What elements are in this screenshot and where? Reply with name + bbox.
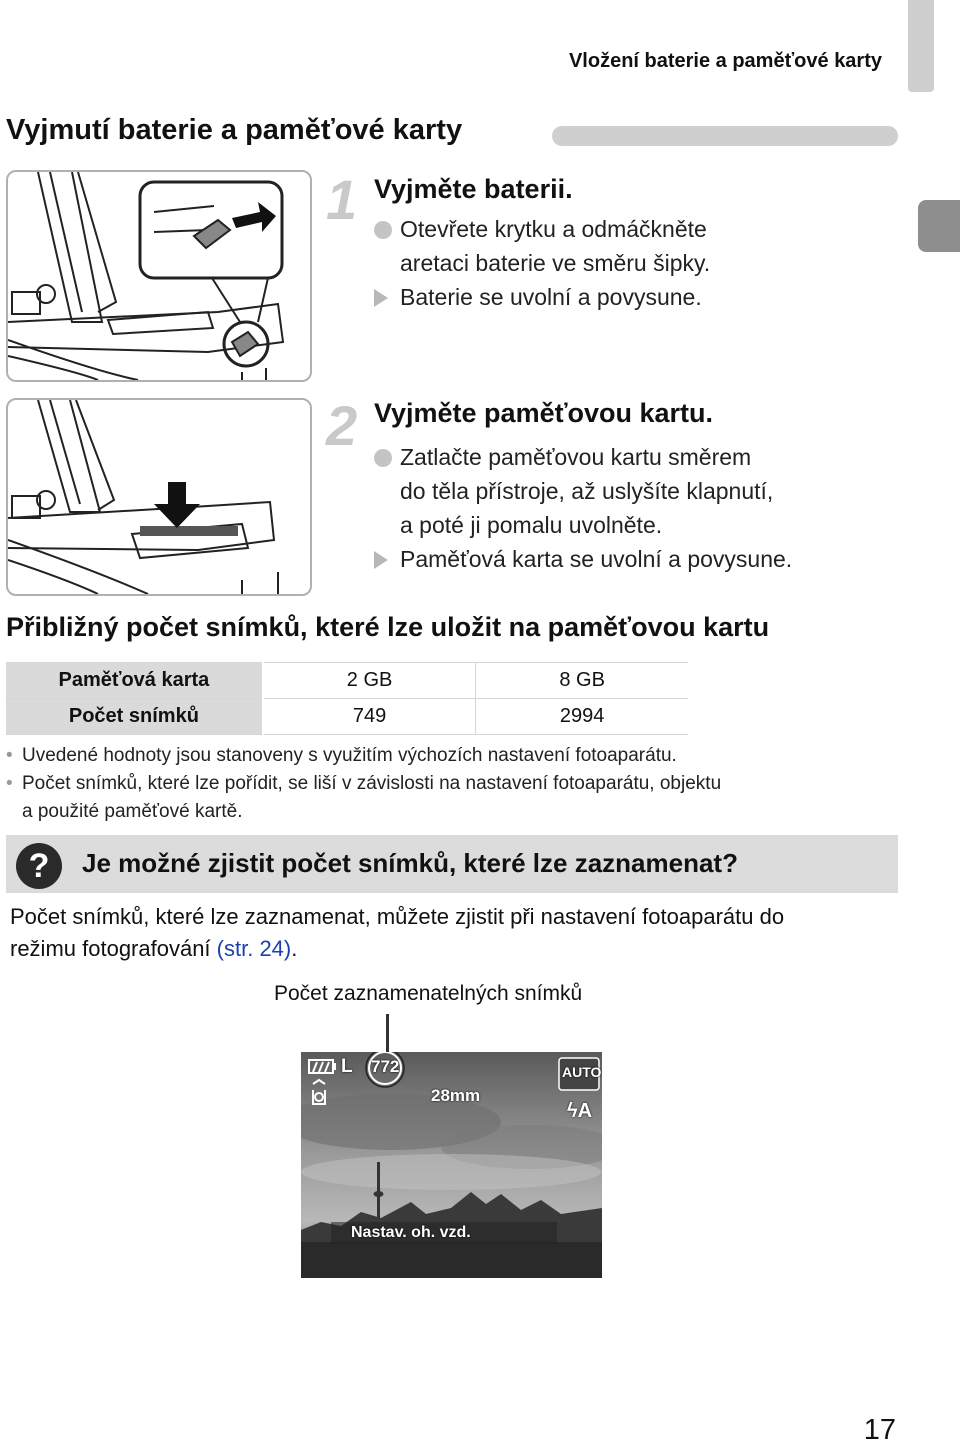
page-number: 17 bbox=[863, 1414, 896, 1446]
bullet-item bbox=[374, 542, 792, 576]
row-header: Paměťová karta bbox=[6, 663, 263, 699]
step-title: Vyjměte baterii. bbox=[374, 174, 573, 204]
step-number: 1 bbox=[326, 168, 358, 231]
running-header: Vložení baterie a paměťové karty bbox=[568, 50, 882, 72]
mode-indicator: AUTO bbox=[562, 1064, 602, 1080]
zoom-indicator: 28mm bbox=[431, 1086, 481, 1105]
circle-bullet-icon bbox=[374, 449, 392, 467]
table-cell: 2994 bbox=[476, 699, 688, 735]
triangle-bullet-icon bbox=[374, 289, 388, 307]
page-tab bbox=[908, 0, 934, 92]
size-indicator: L bbox=[341, 1056, 353, 1077]
faq-answer-line bbox=[10, 933, 910, 965]
screen-bottom-label: Nastav. oh. vzd. bbox=[351, 1224, 471, 1241]
chapter-side-marker bbox=[918, 200, 960, 252]
bullet-text: Zatlačte paměťovou kartu směrem bbox=[400, 444, 752, 470]
bullet-item bbox=[374, 212, 710, 246]
faq-answer bbox=[10, 901, 910, 965]
table-row bbox=[6, 699, 688, 735]
note-text: Počet snímků, které lze pořídit, se liší v závislosti na nastavení fotoaparátu, objektu bbox=[22, 773, 722, 794]
step-2-bullets bbox=[374, 440, 792, 576]
bullet-text: Baterie se uvolní a povysune. bbox=[400, 284, 702, 310]
bullet-text: a poté ji pomalu uvolněte. bbox=[400, 512, 663, 538]
bullet-text: do těla přístroje, až uslyšíte klapnutí, bbox=[400, 478, 774, 504]
triangle-bullet-icon bbox=[374, 551, 388, 569]
bullet-text: aretaci baterie ve směru šipky. bbox=[400, 250, 711, 276]
note-item bbox=[6, 742, 906, 770]
note-text: Uvedené hodnoty jsou stanoveny s využitím výchozích nastavení fotoaparátu. bbox=[22, 745, 677, 766]
notes-list bbox=[6, 742, 906, 826]
question-icon: ? bbox=[16, 843, 62, 889]
table-row bbox=[6, 663, 688, 699]
bullet-item bbox=[374, 440, 792, 474]
note-item bbox=[6, 770, 906, 798]
step-number: 2 bbox=[326, 394, 358, 457]
bullet-text: Paměťová karta se uvolní a povysune. bbox=[400, 546, 793, 572]
faq-question: Je možné zjistit počet snímků, které lze zaznamenat? bbox=[82, 848, 738, 878]
circle-bullet-icon bbox=[374, 221, 392, 239]
bullet-text: Otevřete krytku a odmáčkněte bbox=[400, 216, 707, 242]
bullet-dot-icon: • bbox=[6, 745, 13, 766]
note-text: a použité paměťové kartě. bbox=[22, 801, 243, 822]
section-title-bar bbox=[552, 126, 898, 146]
faq-answer-end: . bbox=[291, 936, 298, 961]
step-title: Vyjměte paměťovou kartu. bbox=[374, 398, 714, 428]
screen-callout-label: Počet zaznamenatelných snímků bbox=[274, 982, 583, 1005]
card-removal-illustration bbox=[6, 398, 312, 596]
battery-removal-illustration bbox=[6, 170, 312, 382]
faq-answer-text: režimu fotografování bbox=[10, 936, 217, 961]
camera-screen bbox=[301, 1052, 602, 1278]
table-cell: 2 GB bbox=[263, 663, 476, 699]
bullet-item bbox=[374, 280, 710, 314]
step-1-bullets bbox=[374, 212, 710, 314]
bullet-dot-icon: • bbox=[6, 773, 13, 794]
capacity-title: Přibližný počet snímků, které lze uložit na paměťovou kartu bbox=[6, 612, 770, 642]
callout-line bbox=[386, 1014, 389, 1056]
capacity-table bbox=[6, 662, 688, 735]
table-cell: 749 bbox=[263, 699, 476, 735]
section-title: Vyjmutí baterie a paměťové karty bbox=[6, 114, 463, 146]
flash-indicator: ϟA bbox=[567, 1100, 593, 1122]
table-cell: 8 GB bbox=[476, 663, 688, 699]
row-header: Počet snímků bbox=[6, 699, 263, 735]
faq-answer-line: Počet snímků, které lze zaznamenat, můžete zjistit při nastavení fotoaparátu do bbox=[10, 904, 785, 929]
page-reference-link[interactable]: (str. 24) bbox=[216, 936, 292, 961]
shots-remaining: 772 bbox=[371, 1057, 400, 1076]
